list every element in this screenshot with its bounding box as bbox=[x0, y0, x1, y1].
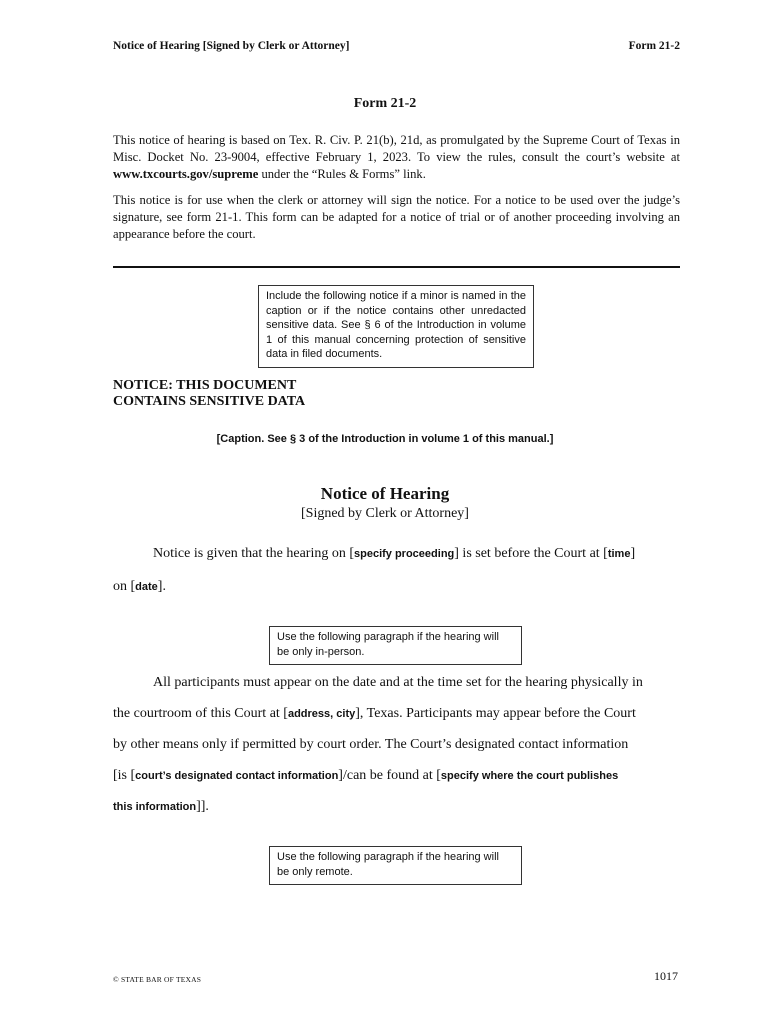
sensitive-notice-line-2: CONTAINS SENSITIVE DATA bbox=[113, 394, 306, 409]
instruction-box-in-person: Use the following paragraph if the hearing will be only in-person. bbox=[269, 626, 522, 665]
fill-in-contact-information: court’s designated contact information bbox=[135, 770, 339, 782]
body-line bbox=[153, 546, 635, 562]
form-title: Form 21-2 bbox=[353, 96, 417, 111]
body-text: ]]. bbox=[196, 799, 209, 814]
sensitive-notice-line-1: NOTICE: THIS DOCUMENT bbox=[113, 378, 297, 393]
body-line bbox=[113, 706, 636, 722]
notice-subtitle: [Signed by Clerk or Attorney] bbox=[301, 506, 469, 521]
fill-in-publication-location-cont: this information bbox=[113, 801, 197, 813]
body-text: on [ bbox=[113, 579, 136, 594]
body-text: ] is set before the Court at [ bbox=[454, 546, 608, 561]
body-text: [is [ bbox=[113, 768, 136, 783]
intro-paragraph-usage: This notice is for use when the clerk or attorney will sign the notice. For a notice to be used over the judge’s signature, see form 21-1. This form can be adapted for a notice of trial or of another proceeding involving an appearance before the court. bbox=[113, 193, 680, 241]
fill-in-publication-location: specify where the court publishes bbox=[440, 770, 619, 782]
notice-title: Notice of Hearing bbox=[320, 484, 450, 503]
instruction-box-remote: Use the following paragraph if the hearing will be only remote. bbox=[269, 846, 522, 885]
body-line: All participants must appear on the date and at the time set for the hearing physically in bbox=[153, 675, 643, 690]
body-text: ], Texas. Participants may appear before the Court bbox=[355, 706, 636, 721]
body-line: by other means only if permitted by court order. The Court’s designated contact information bbox=[113, 737, 629, 752]
fill-in-date: date bbox=[135, 581, 158, 593]
section-divider bbox=[113, 266, 680, 268]
rules-website-link: www.txcourts.gov/supreme bbox=[113, 167, 259, 181]
body-text: ]. bbox=[157, 579, 166, 594]
body-line bbox=[113, 579, 166, 595]
fill-in-proceeding: specify proceeding bbox=[354, 548, 455, 560]
intro-text-end: under the “Rules & Forms” link. bbox=[258, 167, 426, 181]
intro-paragraph-rules bbox=[113, 132, 680, 183]
fill-in-address: address, city bbox=[287, 708, 356, 720]
body-text: the courtroom of this Court at [ bbox=[113, 706, 288, 721]
copyright-footer: © STATE BAR OF TEXAS bbox=[113, 975, 202, 984]
fill-in-time: time bbox=[607, 548, 631, 560]
sensitive-data-notice bbox=[113, 378, 305, 410]
body-line bbox=[113, 768, 618, 784]
page-number: 1017 bbox=[654, 969, 678, 983]
running-header-form-number: Form 21-2 bbox=[628, 40, 680, 52]
instruction-box-sensitive-data: Include the following notice if a minor is named in the caption or if the notice contains other unredacted sensitive data. See § 6 of the Introduction in volume 1 of this manual concerning protection of sensitive data in filed documents. bbox=[258, 285, 534, 368]
body-text: ]/can be found at [ bbox=[338, 768, 441, 783]
caption-instruction: [Caption. See § 3 of the Introduction in volume 1 of this manual.] bbox=[216, 433, 554, 445]
intro-text: This notice of hearing is based on Tex. R. Civ. P. 21(b), 21d, as promulgated by the Supreme Court of Texas in Misc. Docket No. 23-9004, effective February 1, 2023. To view the rules, consult the court’s website at bbox=[113, 133, 680, 164]
body-line bbox=[113, 799, 209, 815]
body-text: ] bbox=[630, 546, 636, 561]
body-text: Notice is given that the hearing on [ bbox=[153, 546, 354, 561]
running-header-title: Notice of Hearing [Signed by Clerk or Attorney] bbox=[113, 40, 350, 52]
